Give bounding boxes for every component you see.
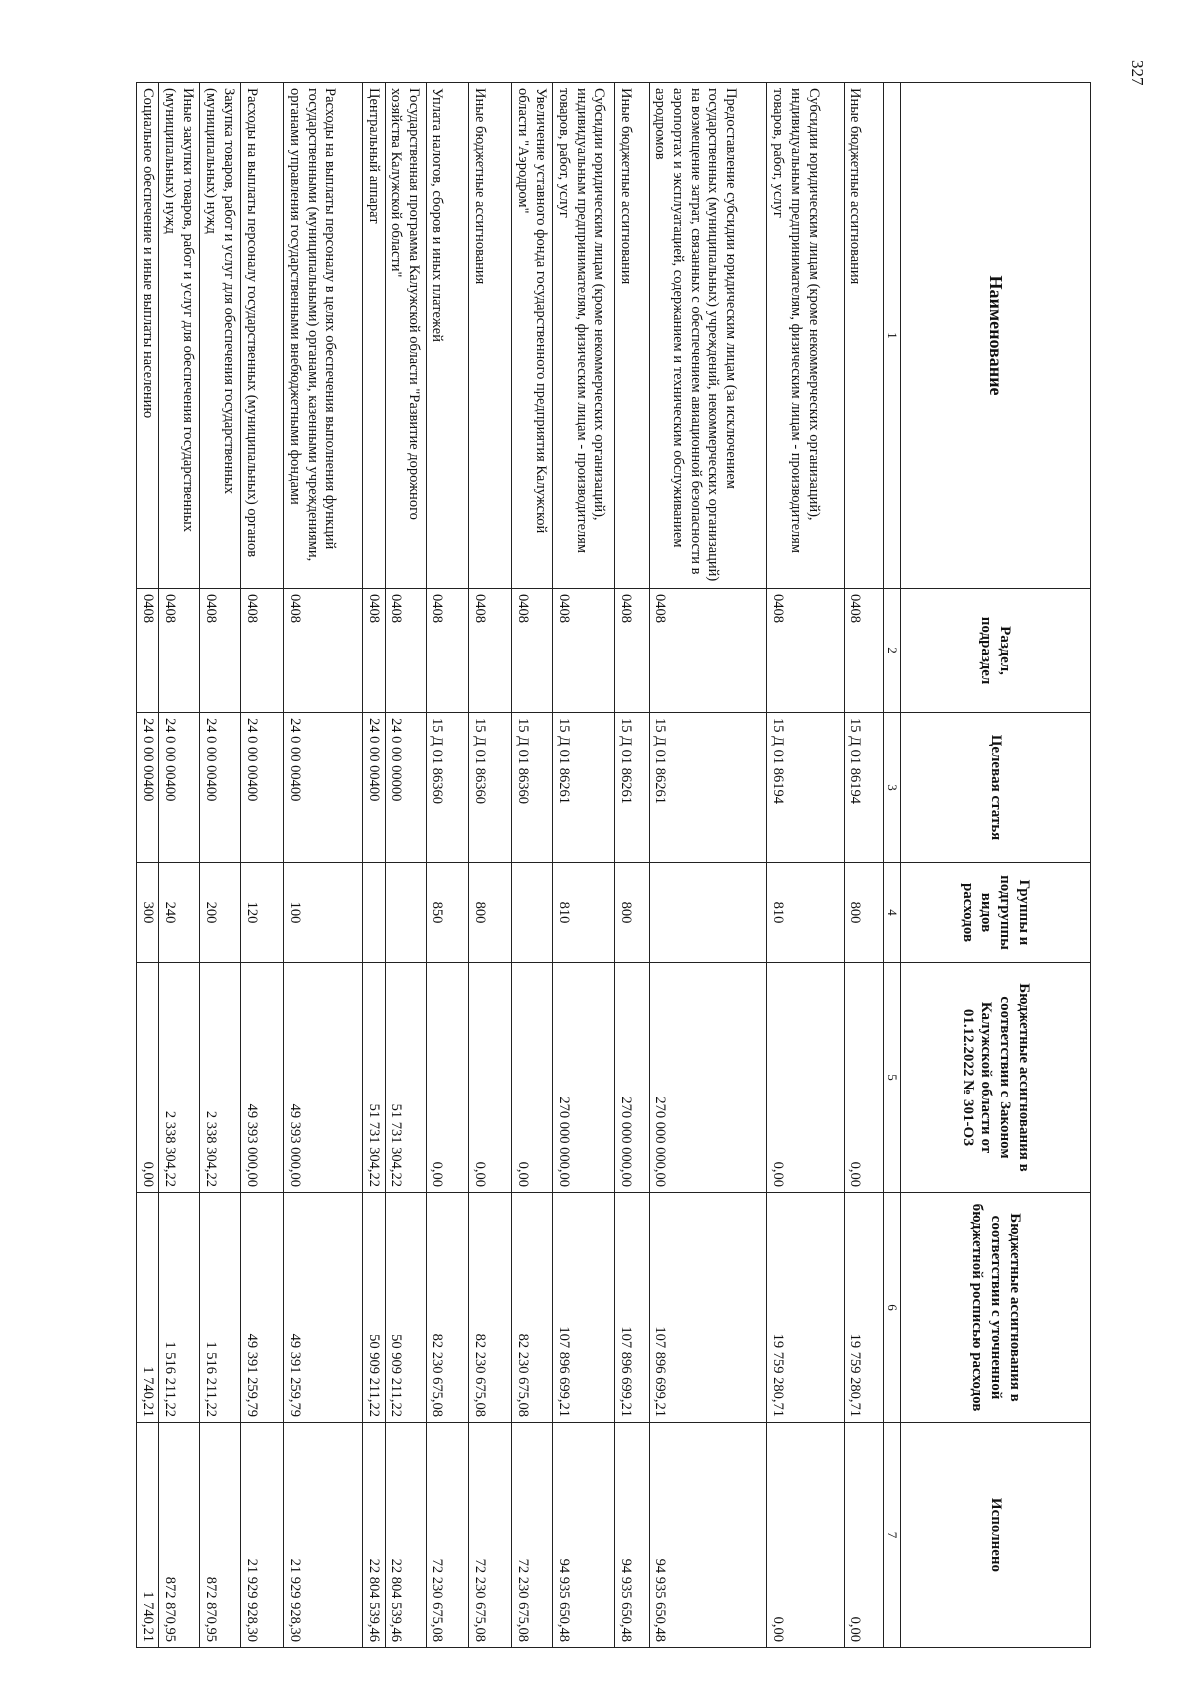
row-refined-amount: 49 391 259,79 [284, 1193, 363, 1423]
row-executed-amount: 21 929 928,30 [284, 1423, 363, 1648]
row-executed-amount: 72 230 675,08 [512, 1423, 553, 1648]
row-refined-amount: 107 896 699,21 [615, 1193, 649, 1423]
row-group: 100 [284, 863, 363, 963]
row-section: 0408 [284, 589, 363, 713]
row-name: Иные бюджетные ассигнования [615, 83, 649, 589]
row-law-amount: 0,00 [512, 963, 553, 1193]
table-row [553, 83, 615, 1648]
budget-table-page [136, 82, 1091, 1647]
column-number: 4 [884, 863, 901, 963]
row-target: 15 Д 01 86360 [426, 713, 469, 863]
table-row [385, 83, 426, 1648]
row-law-amount: 0,00 [844, 963, 884, 1193]
row-law-amount: 51 731 304,22 [363, 963, 385, 1193]
row-section: 0408 [512, 589, 553, 713]
row-law-amount: 270 000 000,00 [615, 963, 649, 1193]
row-executed-amount: 94 935 650,48 [615, 1423, 649, 1648]
row-refined-amount: 1 516 211,22 [200, 1193, 241, 1423]
row-group: 240 [159, 863, 200, 963]
row-target: 15 Д 01 86261 [553, 713, 615, 863]
table-row [426, 83, 469, 1648]
row-target: 24 0 00 00000 [385, 713, 426, 863]
row-section: 0408 [469, 589, 512, 713]
row-name: Субсидии юридическим лицам (кроме некоммерческих организаций), индивидуальным предпринимателям, физическим лицам - производителям товаров, работ, услуг [767, 83, 844, 589]
row-section: 0408 [159, 589, 200, 713]
row-group: 300 [137, 863, 159, 963]
row-law-amount: 270 000 000,00 [649, 963, 767, 1193]
row-refined-amount: 50 909 211,22 [385, 1193, 426, 1423]
row-name: Уплата налогов, сборов и иных платежей [426, 83, 469, 589]
row-group [363, 863, 385, 963]
row-section: 0408 [385, 589, 426, 713]
header-name: Наименование [901, 83, 1091, 589]
table-row [844, 83, 884, 1648]
column-number: 3 [884, 713, 901, 863]
row-law-amount: 2 338 304,22 [200, 963, 241, 1193]
row-law-amount: 2 338 304,22 [159, 963, 200, 1193]
row-group: 810 [553, 863, 615, 963]
row-section: 0408 [767, 589, 844, 713]
row-law-amount: 51 731 304,22 [385, 963, 426, 1193]
table-row [469, 83, 512, 1648]
row-refined-amount: 82 230 675,08 [426, 1193, 469, 1423]
header-executed: Исполнено [901, 1423, 1091, 1648]
row-section: 0408 [363, 589, 385, 713]
table-row [137, 83, 159, 1648]
row-name: Иные бюджетные ассигнования [844, 83, 884, 589]
column-number: 2 [884, 589, 901, 713]
row-name: Социальное обеспечение и иные выплаты населению [137, 83, 159, 589]
row-name: Предоставление субсидии юридическим лицам (за исключением государственных (муниципальных) учреждений, некоммерческих организаций) на возмещение затрат, связанных с обеспечением авиационной безопасности в аэропортах и эксплуатацией, содержанием и техническим обслуживанием аэродромов [649, 83, 767, 589]
row-executed-amount: 22 804 539,46 [363, 1423, 385, 1648]
row-refined-amount: 107 896 699,21 [649, 1193, 767, 1423]
row-section: 0408 [426, 589, 469, 713]
row-executed-amount: 94 935 650,48 [553, 1423, 615, 1648]
header-target: Целевая статья [901, 713, 1091, 863]
row-target: 15 Д 01 86194 [767, 713, 844, 863]
row-section: 0408 [844, 589, 884, 713]
row-target: 15 Д 01 86194 [844, 713, 884, 863]
row-executed-amount: 1 740,21 [137, 1423, 159, 1648]
row-group: 810 [767, 863, 844, 963]
table-row [363, 83, 385, 1648]
table-row [615, 83, 649, 1648]
table-row [649, 83, 767, 1648]
row-target: 15 Д 01 86360 [512, 713, 553, 863]
row-name: Иные бюджетные ассигнования [469, 83, 512, 589]
row-group [385, 863, 426, 963]
row-group: 850 [426, 863, 469, 963]
table-row [767, 83, 844, 1648]
header-refined: Бюджетные ассигнования в соответствии с уточненной бюджетной росписью расходов [901, 1193, 1091, 1423]
row-group [649, 863, 767, 963]
row-refined-amount: 1 516 211,22 [159, 1193, 200, 1423]
row-target: 24 0 00 00400 [363, 713, 385, 863]
row-law-amount: 270 000 000,00 [553, 963, 615, 1193]
row-executed-amount: 872 870,95 [200, 1423, 241, 1648]
row-name: Центральный аппарат [363, 83, 385, 589]
row-law-amount: 49 393 000,00 [241, 963, 284, 1193]
row-executed-amount: 0,00 [844, 1423, 884, 1648]
row-executed-amount: 72 230 675,08 [426, 1423, 469, 1648]
table-row [241, 83, 284, 1648]
table-row [200, 83, 241, 1648]
row-refined-amount: 19 759 280,71 [767, 1193, 844, 1423]
column-number: 5 [884, 963, 901, 1193]
row-section: 0408 [200, 589, 241, 713]
row-target: 24 0 00 00400 [241, 713, 284, 863]
row-target: 15 Д 01 86261 [649, 713, 767, 863]
row-law-amount: 0,00 [469, 963, 512, 1193]
header-section: Раздел, подраздел [901, 589, 1091, 713]
column-number: 7 [884, 1423, 901, 1648]
row-executed-amount: 22 804 539,46 [385, 1423, 426, 1648]
row-name: Расходы на выплаты персоналу государственных (муниципальных) органов [241, 83, 284, 589]
row-law-amount: 0,00 [767, 963, 844, 1193]
row-target: 24 0 00 00400 [137, 713, 159, 863]
budget-table [136, 82, 1091, 1648]
row-target: 24 0 00 00400 [159, 713, 200, 863]
row-law-amount: 49 393 000,00 [284, 963, 363, 1193]
row-section: 0408 [553, 589, 615, 713]
row-executed-amount: 872 870,95 [159, 1423, 200, 1648]
row-group: 800 [469, 863, 512, 963]
row-refined-amount: 50 909 211,22 [363, 1193, 385, 1423]
row-group: 120 [241, 863, 284, 963]
row-group: 800 [615, 863, 649, 963]
table-row [284, 83, 363, 1648]
row-section: 0408 [137, 589, 159, 713]
row-name: Закупка товаров, работ и услуг для обеспечения государственных (муниципальных) нужд [200, 83, 241, 589]
row-executed-amount: 94 935 650,48 [649, 1423, 767, 1648]
row-name: Увеличение уставного фонда государственного предприятия Калужской области "Аэродром" [512, 83, 553, 589]
table-row [159, 83, 200, 1648]
row-group: 800 [844, 863, 884, 963]
row-target: 24 0 00 00400 [200, 713, 241, 863]
column-number: 1 [884, 83, 901, 589]
row-refined-amount: 49 391 259,79 [241, 1193, 284, 1423]
row-group: 200 [200, 863, 241, 963]
row-name: Расходы на выплаты персоналу в целях обеспечения выполнения функций государственными (муниципальными) органами, казенными учреждениями, органами управления государственными внебюджетными фондами [284, 83, 363, 589]
row-section: 0408 [241, 589, 284, 713]
row-refined-amount: 1 740,21 [137, 1193, 159, 1423]
row-group [512, 863, 553, 963]
row-section: 0408 [615, 589, 649, 713]
row-name: Субсидии юридическим лицам (кроме некоммерческих организаций), индивидуальным предпринимателям, физическим лицам - производителям товаров, работ, услуг [553, 83, 615, 589]
row-name: Иные закупки товаров, работ и услуг для обеспечения государственных (муниципальных) нужд [159, 83, 200, 589]
row-law-amount: 0,00 [426, 963, 469, 1193]
row-refined-amount: 19 759 280,71 [844, 1193, 884, 1423]
header-group: Группы и подгруппы видов расходов [901, 863, 1091, 963]
row-refined-amount: 82 230 675,08 [512, 1193, 553, 1423]
row-target: 15 Д 01 86360 [469, 713, 512, 863]
row-section: 0408 [649, 589, 767, 713]
header-law: Бюджетные ассигнования в соответствии с Законом Калужской области от 01.12.2022 № 301-ОЗ [901, 963, 1091, 1193]
row-name: Государственная программа Калужской области "Развитие дорожного хозяйства Калужской области" [385, 83, 426, 589]
row-executed-amount: 21 929 928,30 [241, 1423, 284, 1648]
column-number: 6 [884, 1193, 901, 1423]
row-executed-amount: 0,00 [767, 1423, 844, 1648]
column-number-row [884, 83, 901, 1648]
row-refined-amount: 107 896 699,21 [553, 1193, 615, 1423]
row-target: 24 0 00 00400 [284, 713, 363, 863]
table-row [512, 83, 553, 1648]
row-law-amount: 0,00 [137, 963, 159, 1193]
page-number: 327 [1128, 60, 1147, 86]
row-refined-amount: 82 230 675,08 [469, 1193, 512, 1423]
row-target: 15 Д 01 86261 [615, 713, 649, 863]
row-executed-amount: 72 230 675,08 [469, 1423, 512, 1648]
